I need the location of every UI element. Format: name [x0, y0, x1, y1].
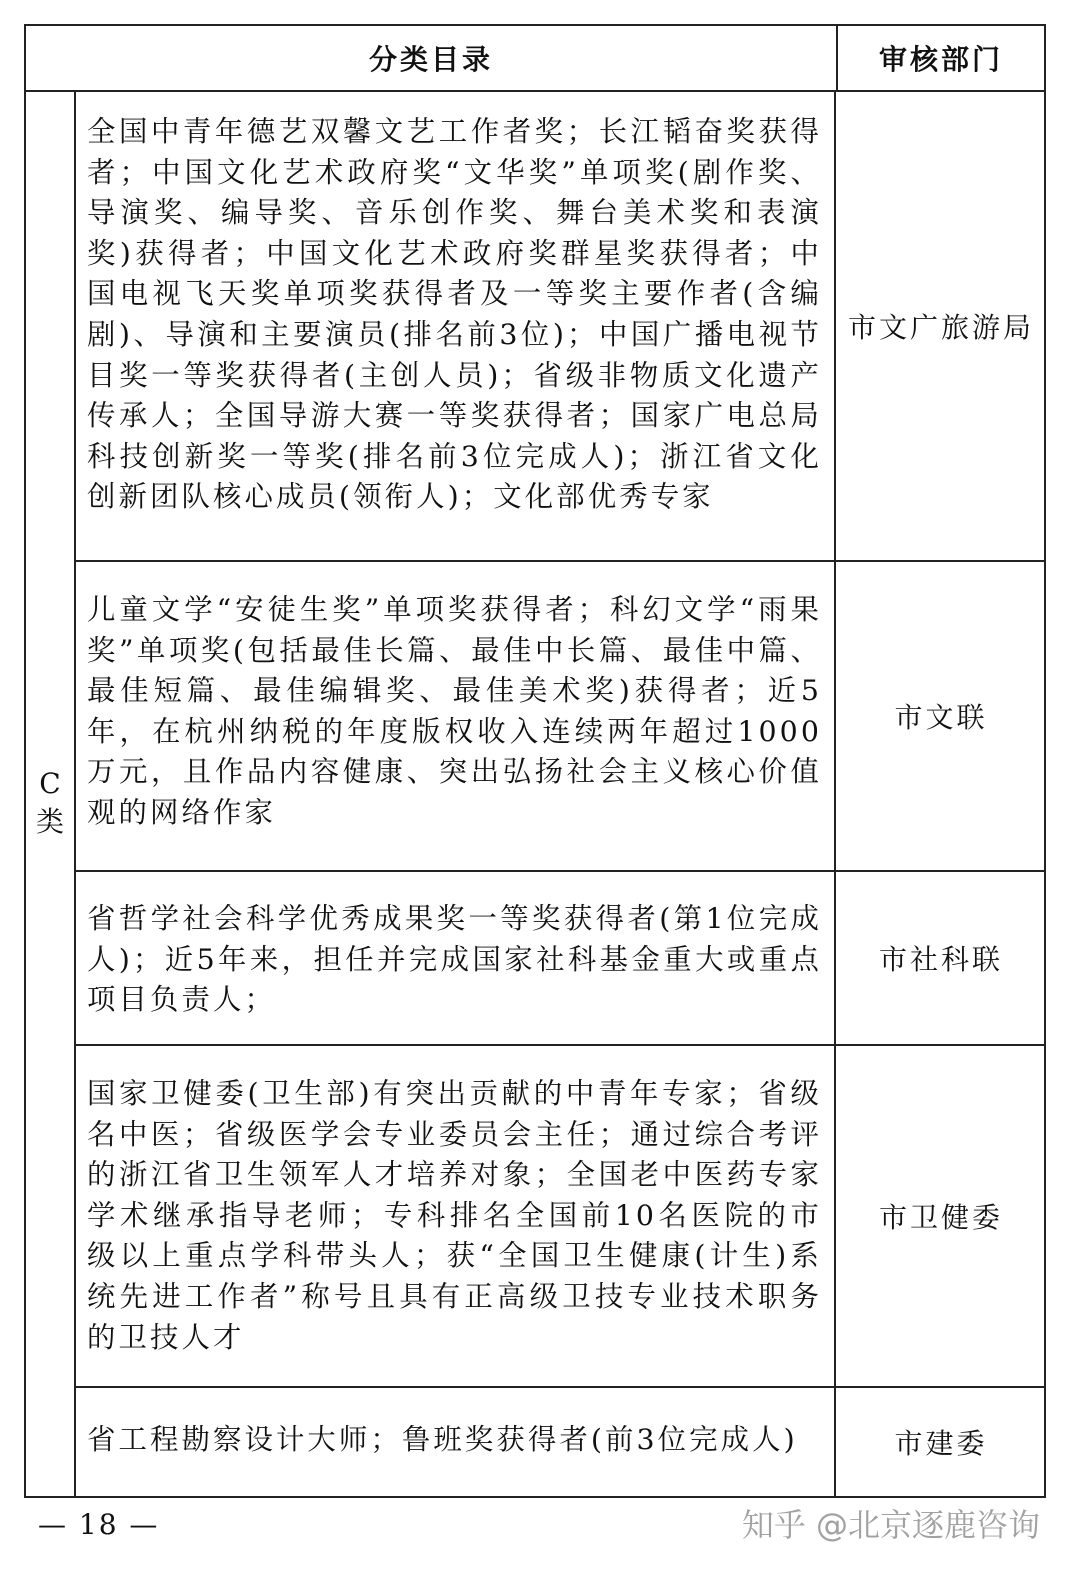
row-department: 市社科联: [878, 943, 1003, 976]
row-department: 市卫健委: [878, 1201, 1003, 1234]
table-row: [76, 872, 1044, 1046]
header-catalog: 分类目录: [26, 26, 838, 90]
row-department: 市文广旅游局: [847, 311, 1034, 344]
catalog-table: [24, 24, 1046, 1498]
row-description: 国家卫健委(卫生部)有突出贡献的中青年专家；省级名中医；省级医学会专业委员会主任；通过综合考评的浙江省卫生领军人才培养对象；全国老中医药专家学术继承指导老师；专科排名全国前10名医院的市级以上重点学科带头人；获“全国卫生健康(计生)系统先进工作者”称号且具有正高级卫技专业技术职务的卫技人才: [87, 1077, 822, 1354]
row-description-cell: [76, 562, 836, 870]
row-description: 儿童文学“安徒生奖”单项奖获得者；科幻文学“雨果奖”单项奖(包括最佳长篇、最佳中长篇、最佳中篇、最佳短篇、最佳编辑奖、最佳美术奖)获得者；近5年，在杭州纳税的年度版权收入连续两年超过1000万元，且作品内容健康、突出弘扬社会主义核心价值观的网络作家: [87, 593, 822, 829]
category-column: [26, 92, 76, 1496]
row-description: 省工程勘察设计大师；鲁班奖获得者(前3位完成人): [87, 1423, 798, 1456]
row-description: 全国中青年德艺双馨文艺工作者奖；长江韬奋奖获得者；中国文化艺术政府奖“文华奖”单项奖(剧作奖、导演奖、编导奖、音乐创作奖、舞台美术奖和表演奖)获得者；中国文化艺术政府奖群星奖获得者；中国电视飞天奖单项奖获得者及一等奖主要作者(含编剧)、导演和主要演员(排名前3位)；中国广播电视节目奖一等奖获得者(主创人员)；省级非物质文化遗产传承人；全国导游大赛一等奖获得者；国家广电总局科技创新奖一等奖(排名前3位完成人)；浙江省文化创新团队核心成员(领衔人)；文化部优秀专家: [87, 115, 822, 514]
table-row: [76, 92, 1044, 562]
watermark: 知乎 @北京逐鹿咨询: [741, 1506, 1040, 1544]
table-row: [76, 1388, 1044, 1496]
row-department: 市文联: [894, 701, 988, 734]
header-department: 审核部门: [878, 43, 1003, 76]
page-number: — 18 —: [38, 1508, 160, 1541]
row-description-cell: [76, 1046, 836, 1386]
row-department: 市建委: [894, 1427, 988, 1460]
row-description-cell: [76, 1388, 836, 1496]
table-row: [76, 562, 1044, 872]
row-description-cell: [76, 872, 836, 1044]
row-description: 省哲学社会科学优秀成果奖一等奖获得者(第1位完成人)；近5年来，担任并完成国家社科基金重大或重点项目负责人；: [87, 902, 822, 1017]
category-label: C类: [35, 767, 64, 838]
table-row: [76, 1046, 1044, 1388]
row-description-cell: [76, 92, 836, 560]
table-header: [26, 26, 1044, 92]
